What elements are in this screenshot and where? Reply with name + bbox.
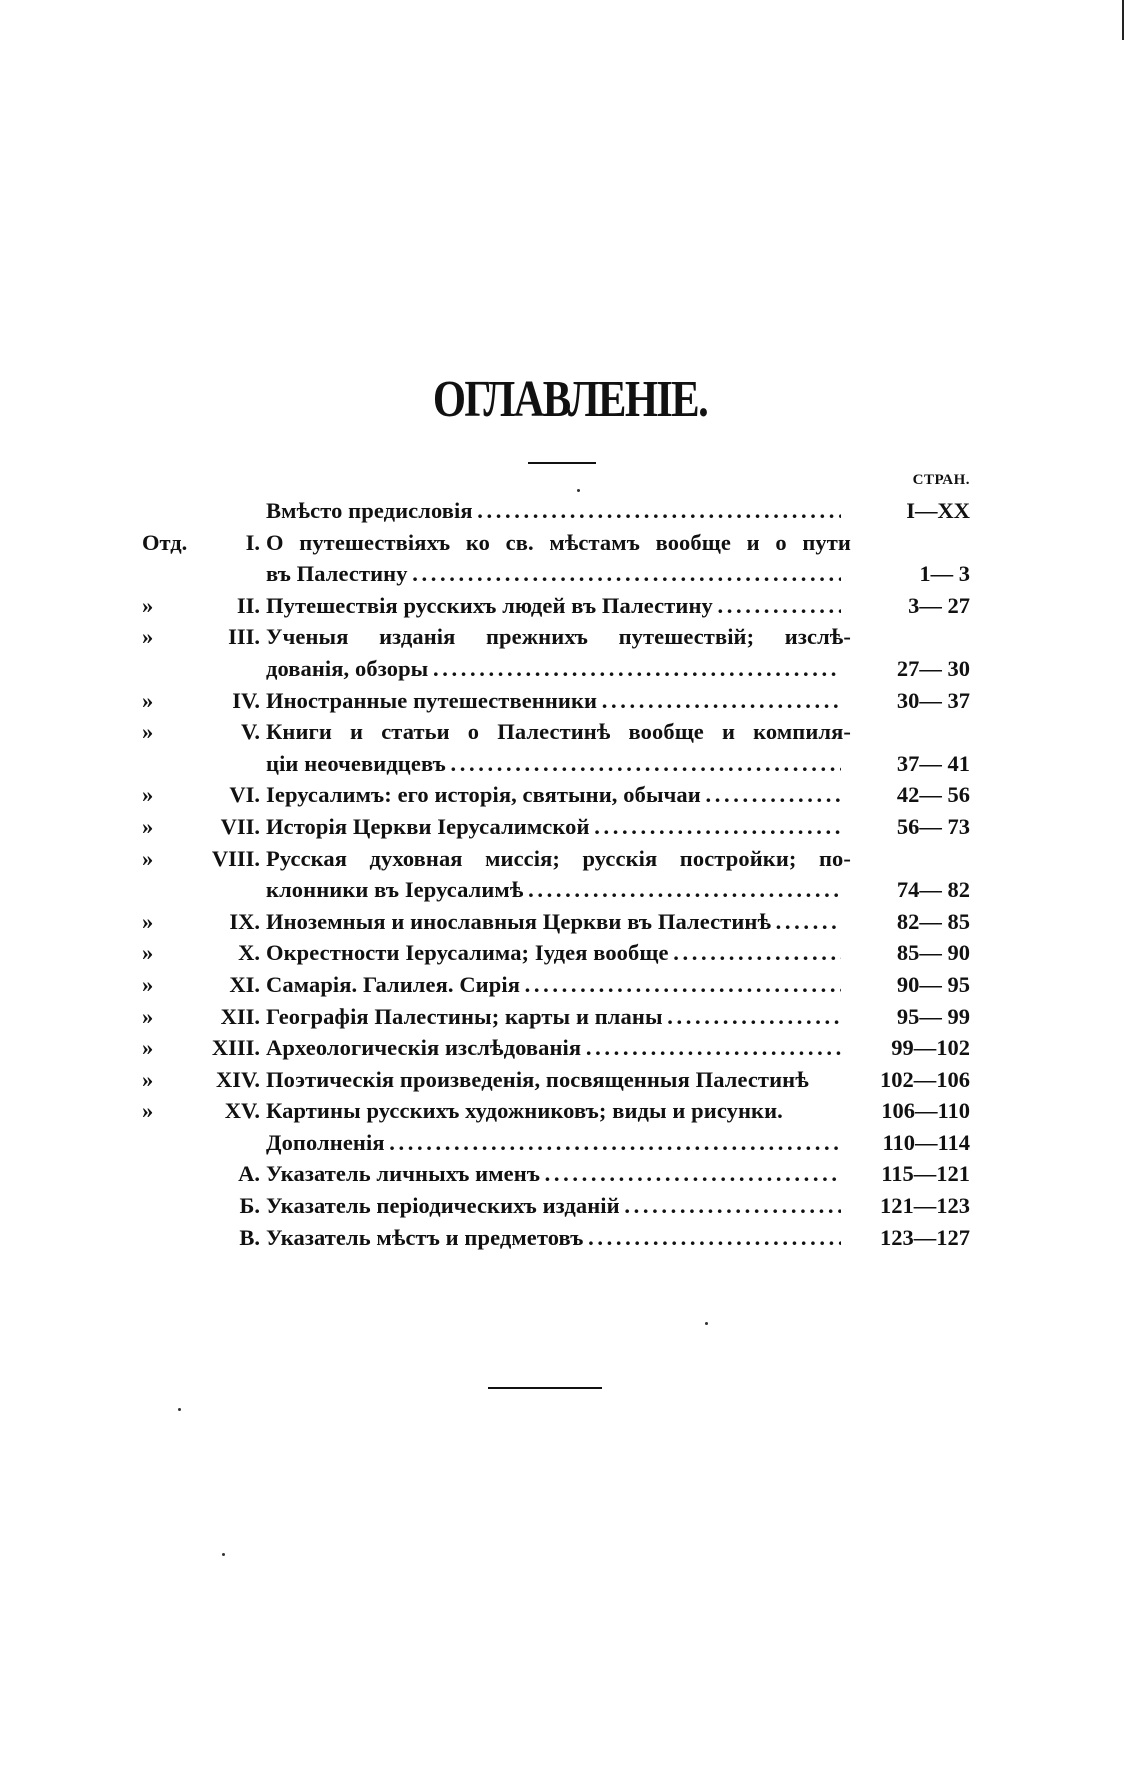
section-prefix: » <box>142 782 154 808</box>
toc-row <box>0 1190 1140 1222</box>
section-title: Указатель личныхъ именъ . . . <box>266 1158 841 1190</box>
toc-row <box>0 1222 1140 1254</box>
section-number: XIV. <box>216 1066 260 1092</box>
section-title: Указатель мѣстъ и предметовъ . . . <box>266 1222 841 1254</box>
toc-row <box>0 969 1140 1001</box>
page-range: 102—106 <box>880 1066 970 1092</box>
toc-row <box>0 716 1140 748</box>
section-prefix: » <box>142 1003 154 1029</box>
page-range: 3— 27 <box>908 592 970 618</box>
page-range: 123—127 <box>880 1224 970 1250</box>
section-title: Археологическія изслѣдованія . . . <box>266 1032 841 1064</box>
section-number: IV. <box>232 687 260 713</box>
page-range: 1— 3 <box>919 561 970 587</box>
section-title: Вмѣсто предисловія . . . <box>266 495 841 527</box>
section-number: А. <box>238 1161 260 1187</box>
section-prefix: » <box>142 813 154 839</box>
section-prefix: » <box>142 1035 154 1061</box>
section-title: Поэтическія произведенія, посвященныя Палестинѣ <box>266 1066 809 1092</box>
section-title: Іерусалимъ: его исторія, святыни, обычаи . . . <box>266 779 841 811</box>
toc-row <box>0 558 1140 590</box>
bottom-rule <box>488 1387 602 1389</box>
page-range: 95— 99 <box>896 1003 970 1029</box>
section-prefix: » <box>142 845 154 871</box>
page-range: 115—121 <box>881 1161 970 1187</box>
toc-row <box>0 527 1140 559</box>
section-number: III. <box>228 624 260 650</box>
section-title: О путешествіяхъ ко св. мѣстамъ вообще и о пути <box>266 529 851 555</box>
page-range: 37— 41 <box>896 750 970 776</box>
section-prefix: Отд. <box>142 529 188 555</box>
section-number: VI. <box>229 782 260 808</box>
toc-row <box>0 843 1140 875</box>
section-prefix: » <box>142 592 154 618</box>
ink-speck <box>577 489 580 492</box>
page-range: 42— 56 <box>896 782 970 808</box>
section-number: IX. <box>229 908 260 934</box>
section-title: Окрестности Іерусалима; Іудея вообще . . . <box>266 937 841 969</box>
section-number: XI. <box>229 971 260 997</box>
toc-row <box>0 685 1140 717</box>
toc-row <box>0 937 1140 969</box>
section-number: II. <box>236 592 260 618</box>
section-title: Книги и статьи о Палестинѣ вообще и компиля- <box>266 719 851 745</box>
toc-row <box>0 811 1140 843</box>
toc-row <box>0 1158 1140 1190</box>
section-prefix: » <box>142 1066 154 1092</box>
section-title: Географія Палестины; карты и планы . . . <box>266 1001 841 1033</box>
toc-row <box>0 906 1140 938</box>
section-title: Картины русскихъ художниковъ; виды и рисунки. <box>266 1098 783 1124</box>
toc-row <box>0 1032 1140 1064</box>
pages-column-header: СТРАН. <box>912 472 970 488</box>
toc-row <box>0 1001 1140 1033</box>
section-title: въ Палестину . . . <box>266 558 841 590</box>
title-rule <box>528 462 596 464</box>
toc-row <box>0 1127 1140 1159</box>
toc-row <box>0 621 1140 653</box>
toc-row <box>0 1095 1140 1127</box>
page-range: 90— 95 <box>896 971 970 997</box>
section-number: XV. <box>224 1098 260 1124</box>
toc-row <box>0 1064 1140 1096</box>
section-prefix: » <box>142 719 154 745</box>
page-range: 121—123 <box>880 1193 970 1219</box>
ink-speck <box>178 1408 181 1411</box>
section-prefix: » <box>142 624 154 650</box>
section-title: Иноземныя и инославныя Церкви въ Палестинѣ . . . <box>266 906 841 938</box>
toc-row <box>0 653 1140 685</box>
ink-speck <box>705 1322 708 1325</box>
page-range: 27— 30 <box>896 655 970 681</box>
toc-row <box>0 748 1140 780</box>
section-number: V. <box>241 719 260 745</box>
section-prefix: » <box>142 687 154 713</box>
section-title: ціи неочевидцевъ . . . <box>266 748 841 780</box>
section-number: VIII. <box>211 845 260 871</box>
section-number: XIII. <box>211 1035 260 1061</box>
page-range: 110—114 <box>882 1129 970 1155</box>
section-title: Указатель періодическихъ изданій . . . <box>266 1190 841 1222</box>
section-prefix: » <box>142 940 154 966</box>
toc-row <box>0 874 1140 906</box>
ink-speck <box>222 1553 225 1556</box>
page-title: ОГЛАВЛЕНІЕ. <box>432 371 708 428</box>
section-number: I. <box>245 529 260 555</box>
section-number: XII. <box>220 1003 260 1029</box>
section-number: X. <box>238 940 260 966</box>
section-number: Б. <box>239 1193 260 1219</box>
section-prefix: » <box>142 1098 154 1124</box>
toc-row <box>0 590 1140 622</box>
toc-row <box>0 495 1140 527</box>
toc-row <box>0 779 1140 811</box>
page-range: 30— 37 <box>896 687 970 713</box>
section-title: Иностранные путешественники . . . <box>266 685 841 717</box>
section-title: Самарія. Галилея. Сирія . . . <box>266 969 841 1001</box>
section-title: клонники въ Іерусалимѣ . . . <box>266 874 841 906</box>
section-number: VII. <box>220 813 260 839</box>
section-title: Путешествія русскихъ людей въ Палестину . . . <box>266 590 841 622</box>
page-range: 99—102 <box>891 1035 970 1061</box>
section-title: Русская духовная миссія; русскія постройки; по- <box>266 845 851 871</box>
page-range: 82— 85 <box>896 908 970 934</box>
section-prefix: » <box>142 908 154 934</box>
section-title: Дополненія . . . <box>266 1127 841 1159</box>
page-range: 85— 90 <box>896 940 970 966</box>
page-range: 106—110 <box>881 1098 970 1124</box>
page-range: 56— 73 <box>896 813 970 839</box>
section-title: дованія, обзоры . . . <box>266 653 841 685</box>
page-range: 74— 82 <box>896 877 970 903</box>
section-number: В. <box>239 1224 260 1250</box>
page-edge-mark <box>1122 0 1124 40</box>
section-prefix: » <box>142 971 154 997</box>
section-title: Ученыя изданія прежнихъ путешествій; изслѣ- <box>266 624 851 650</box>
section-title: Исторія Церкви Іерусалимской . . . <box>266 811 841 843</box>
table-of-contents <box>0 495 1140 1253</box>
page-range: I—XX <box>906 498 970 523</box>
